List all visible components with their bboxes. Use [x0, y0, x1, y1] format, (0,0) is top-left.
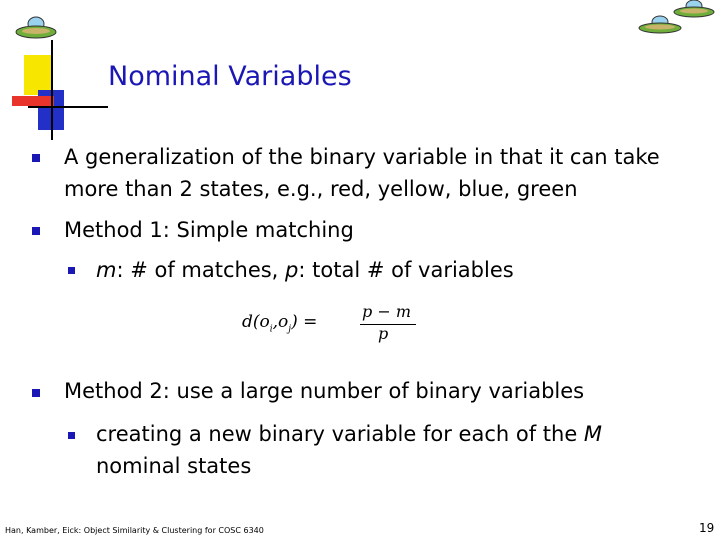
bullet-marker [32, 227, 40, 235]
var-M: M [583, 422, 603, 446]
formula-d: d(o [242, 312, 270, 332]
formula-eq: ) = [291, 312, 318, 332]
sub-bullet-matches [96, 255, 514, 286]
bullet-3-text: Method 2: use a large number of binary variables [64, 379, 585, 403]
var-m: m [96, 258, 117, 282]
formula-denominator: p [378, 324, 389, 343]
formula-lhs [242, 312, 317, 334]
formula-numerator: p − m [362, 302, 411, 321]
sub-text-creating: creating a new binary variable for each of the [96, 422, 584, 446]
sub-text-part-1: : # of matches, [116, 258, 286, 282]
formula-sub-j: j [288, 324, 292, 335]
bullet-1-line-2: more than 2 states, e.g., red, yellow, blue, green [64, 177, 578, 201]
bullet-2-text: Method 1: Simple matching [64, 218, 354, 242]
formula-comma: ,o [272, 312, 289, 332]
sub-text-part-2: : total # of variables [298, 258, 514, 282]
sub-bullet-marker [68, 432, 75, 439]
ufo-icon [14, 14, 58, 44]
decor-red-bar [12, 96, 54, 106]
bullet-marker [32, 154, 40, 162]
formula-sub-i: i [269, 324, 273, 335]
var-p: p [285, 258, 299, 282]
sub-bullet-creating-line-1 [96, 419, 602, 450]
formula [242, 304, 422, 344]
bullet-1-line-1: A generalization of the binary variable in that it can take [64, 145, 660, 169]
page-number: 19 [699, 521, 715, 535]
ufo-icon [636, 14, 684, 38]
decor-horizontal-line [28, 106, 108, 108]
bullet-marker [32, 389, 40, 397]
slide-footer: Han, Kamber, Eick: Object Similarity & Clustering for COSC 6340 [5, 526, 264, 535]
decor-yellow-square [24, 55, 52, 95]
decor-vertical-line [51, 40, 53, 140]
sub-bullet-marker [68, 267, 75, 274]
sub-bullet-creating-line-2: nominal states [96, 454, 252, 478]
slide-title: Nominal Variables [108, 61, 352, 92]
